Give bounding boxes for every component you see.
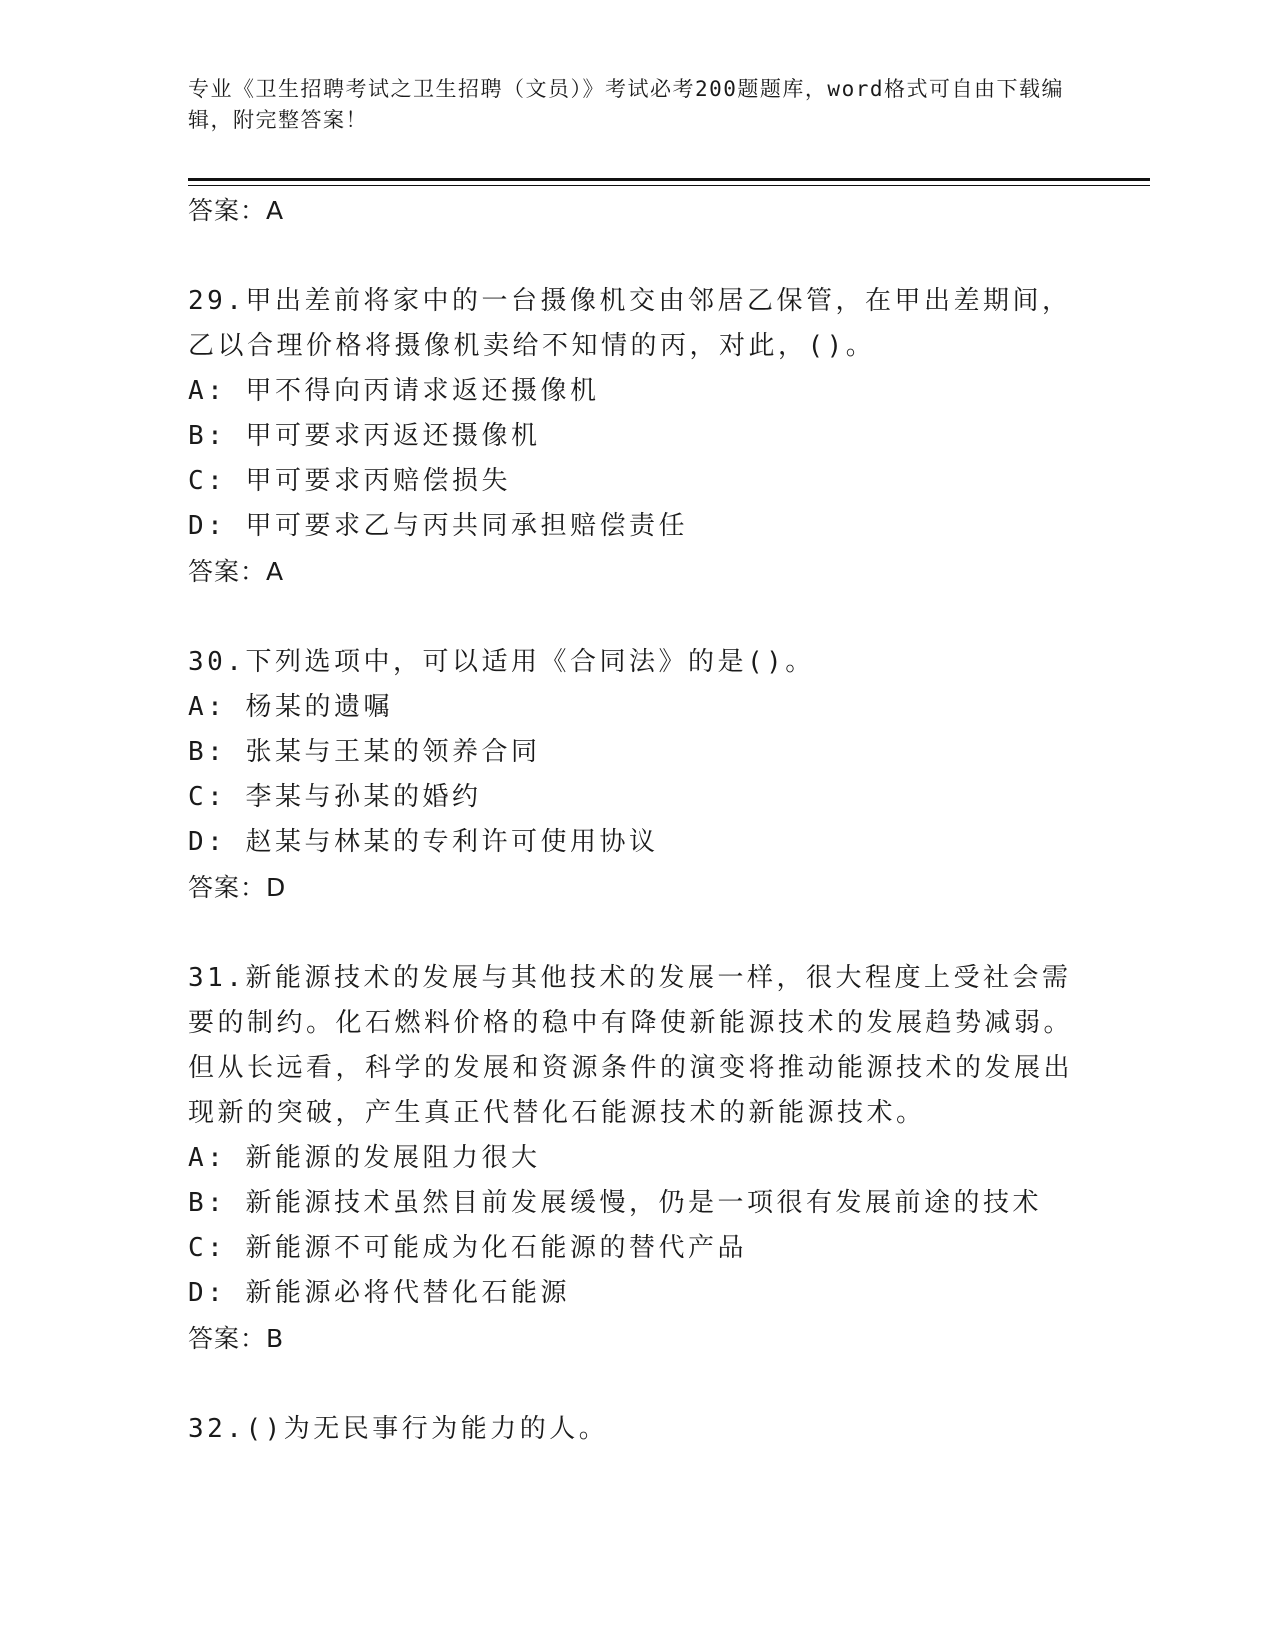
- answer-line: 答案：D: [188, 873, 287, 902]
- option-d: D: 新能源必将代替化石能源: [188, 1278, 570, 1308]
- question-text: 32.()为无民事行为能力的人。: [188, 1414, 609, 1444]
- option-a: A: 杨某的遗嘱: [188, 692, 393, 722]
- page-header: 专业《卫生招聘考试之卫生招聘（文员）》考试必考200题题库，word格式可自由下载编辑，附完整答案！: [188, 77, 1064, 132]
- option-c: C: 李某与孙某的婚约: [188, 782, 482, 812]
- question-block: [188, 279, 1088, 594]
- question-text: 29.甲出差前将家中的一台摄像机交由邻居乙保管，在甲出差期间，乙以合理价格将摄像机卖给不知情的丙，对此，()。: [188, 286, 1072, 361]
- spacer: [188, 910, 1088, 956]
- option-c: C: 新能源不可能成为化石能源的替代产品: [188, 1233, 747, 1263]
- option-b: B: 甲可要求丙返还摄像机: [188, 421, 541, 451]
- spacer: [188, 1361, 1088, 1407]
- answer-line: 答案：B: [188, 1324, 285, 1353]
- header-rule-thin: [188, 185, 1150, 186]
- question-block: [188, 1407, 1088, 1452]
- answer-line: 答案：A: [188, 557, 285, 586]
- answer-line: 答案：A: [188, 196, 285, 225]
- option-d: D: 赵某与林某的专利许可使用协议: [188, 827, 659, 857]
- header-rule-thick: [188, 178, 1150, 181]
- question-block: [188, 956, 1088, 1361]
- option-b: B: 新能源技术虽然目前发展缓慢，仍是一项很有发展前途的技术: [188, 1188, 1042, 1218]
- spacer: [188, 233, 1088, 279]
- option-d: D: 甲可要求乙与丙共同承担赔偿责任: [188, 511, 688, 541]
- question-block: [188, 640, 1088, 910]
- option-b: B: 张某与王某的领养合同: [188, 737, 541, 767]
- option-a: A: 新能源的发展阻力很大: [188, 1143, 541, 1173]
- option-a: A: 甲不得向丙请求返还摄像机: [188, 376, 600, 406]
- question-text: 31.新能源技术的发展与其他技术的发展一样，很大程度上受社会需要的制约。化石燃料价格的稳中有降使新能源技术的发展趋势减弱。但从长远看，科学的发展和资源条件的演变将推动能源技术的发展出现新的突破，产生真正代替化石能源技术的新能源技术。: [188, 963, 1074, 1128]
- option-c: C: 甲可要求丙赔偿损失: [188, 466, 511, 496]
- question-list: [188, 188, 1088, 1452]
- question-text: 30.下列选项中，可以适用《合同法》的是()。: [188, 647, 815, 677]
- spacer: [188, 594, 1088, 640]
